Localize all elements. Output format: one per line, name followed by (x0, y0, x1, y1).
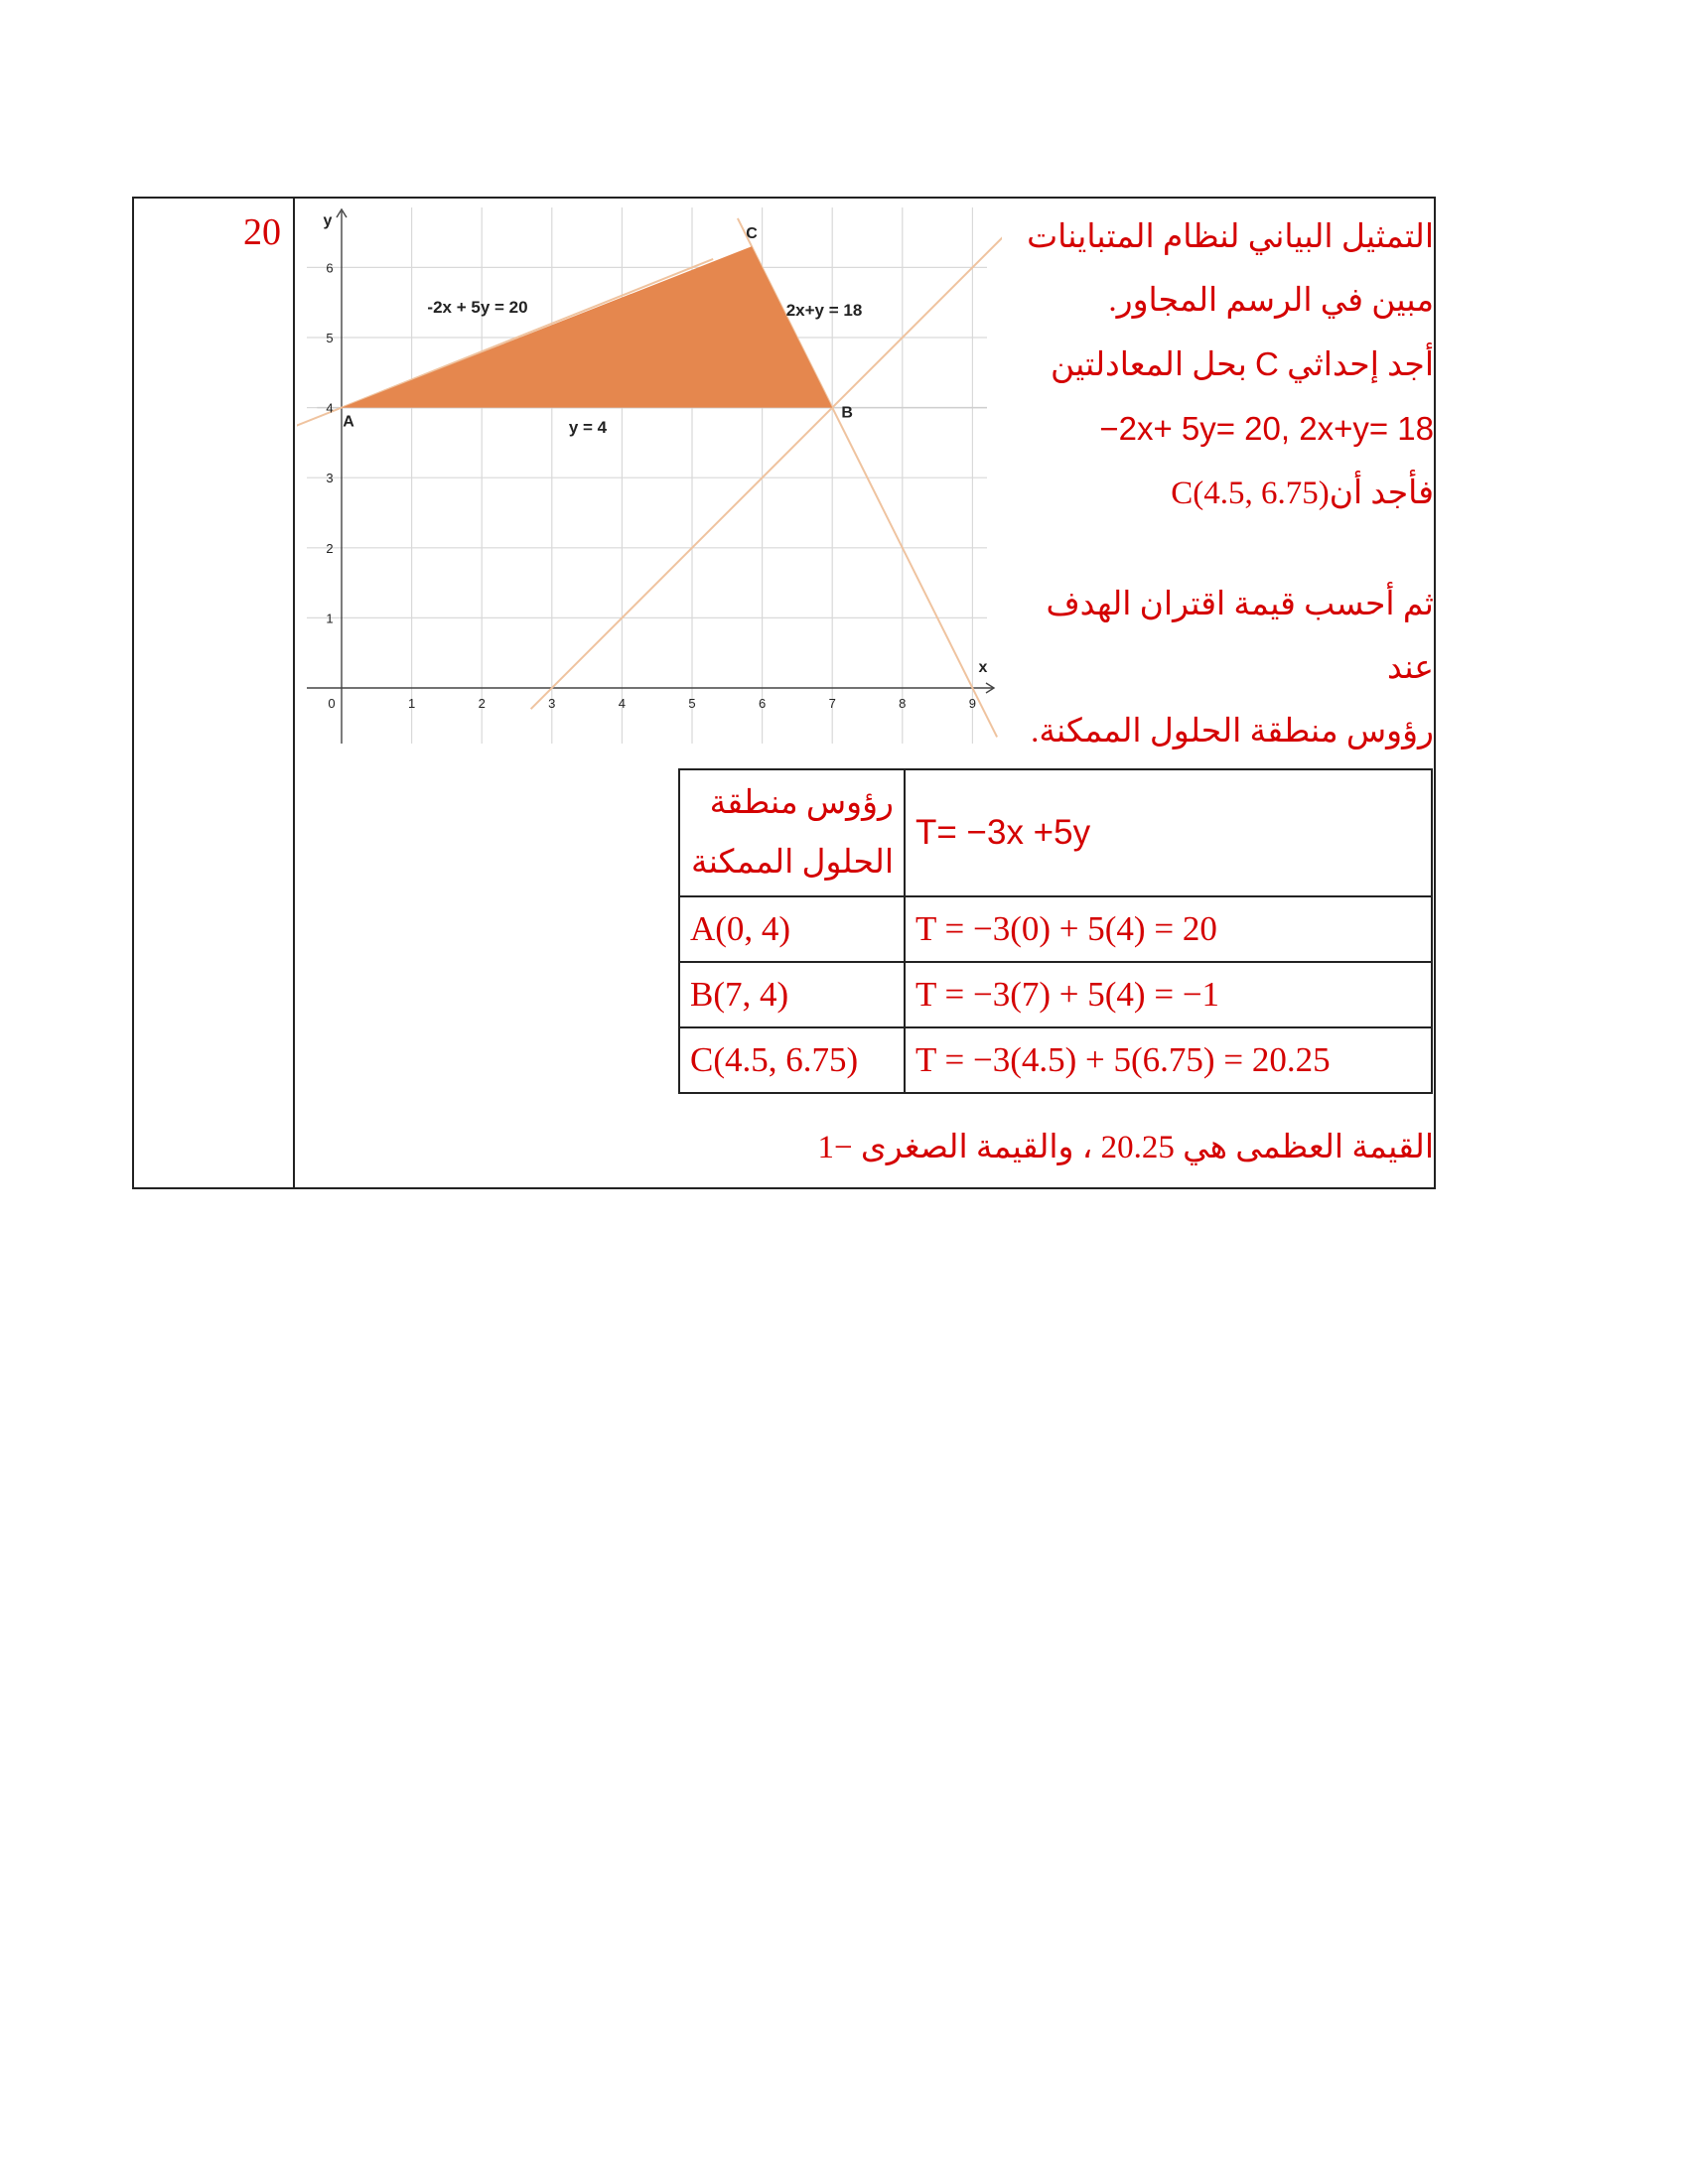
x-tick-label: 2 (478, 696, 486, 711)
point-label: C (746, 225, 758, 243)
question-number: 20 (243, 211, 281, 253)
point-label: B (841, 404, 853, 422)
table-header-row (679, 769, 1432, 896)
objective-table (678, 768, 1433, 1094)
x-tick-label: 5 (688, 696, 696, 711)
equations: −2x+ 5y= 20, 2x+y= 18 (1099, 410, 1434, 447)
x-tick-label: 7 (828, 696, 836, 711)
vertex-cell: B(7, 4) (679, 962, 905, 1027)
y-tick-label: 2 (326, 540, 334, 556)
y-tick-label: 6 (326, 260, 334, 276)
y-axis-label: y (323, 212, 333, 229)
feasible-region-polygon (342, 246, 832, 407)
feasible-region-graph (297, 207, 1002, 744)
question-text (997, 205, 1434, 763)
vertex-cell: C(4.5, 6.75) (679, 1027, 905, 1093)
table-row (679, 1027, 1432, 1093)
feasible-region (342, 246, 832, 407)
header-objective: T= −3x +5y (905, 769, 1432, 896)
table-row (679, 962, 1432, 1027)
value-cell: T = −3(4.5) + 5(6.75) = 20.25 (905, 1027, 1432, 1093)
x-tick-label: 4 (618, 696, 627, 711)
conclusion-text: القيمة العظمى هي 20.25 ، والقيمة الصغرى −1 (817, 1130, 1434, 1165)
value-cell: T = −3(7) + 5(4) = −1 (905, 962, 1432, 1027)
text-line-4 (997, 397, 1434, 462)
text-line-3: أجد إحداثي C بحل المعادلتين (1050, 345, 1434, 383)
vertex-cell: A(0, 4) (679, 896, 905, 962)
line-label: -2x + 5y = 20 (427, 298, 528, 317)
text-line-1: التمثيل البياني لنظام المتباينات (1027, 219, 1434, 255)
x-tick-label: 8 (899, 696, 907, 711)
x-tick-label: 9 (968, 696, 977, 711)
question-number-column (134, 199, 295, 1187)
point-label: A (343, 413, 354, 431)
x-axis-label: x (978, 659, 988, 676)
y-tick-label: 4 (326, 400, 334, 416)
y-tick-label: 1 (326, 611, 334, 626)
point-c: C(4.5, 6.75) (1171, 476, 1330, 511)
x-tick-label: 6 (758, 696, 767, 711)
header-vertices: رؤوس منطقة الحلول الممكنة (679, 769, 905, 896)
y-tick-label: 5 (326, 331, 334, 345)
text-line-7: رؤوس منطقة الحلول الممكنة. (1031, 714, 1434, 750)
line-label: 2x+y = 18 (785, 301, 863, 320)
text-line-5: فأجد أنC(4.5, 6.75) (1171, 476, 1434, 511)
x-tick-label: 0 (328, 696, 336, 711)
table-row (679, 896, 1432, 962)
x-tick-label: 3 (548, 696, 556, 711)
x-tick-label: 1 (407, 696, 416, 711)
text-line-2: مبين في الرسم المجاور. (1108, 283, 1434, 319)
value-cell: T = −3(0) + 5(4) = 20 (905, 896, 1432, 962)
text-line-6: ثم أحسب قيمة اقتران الهدف عند (1046, 587, 1434, 686)
line-label: y = 4 (568, 418, 608, 437)
y-tick-label: 3 (326, 471, 334, 486)
